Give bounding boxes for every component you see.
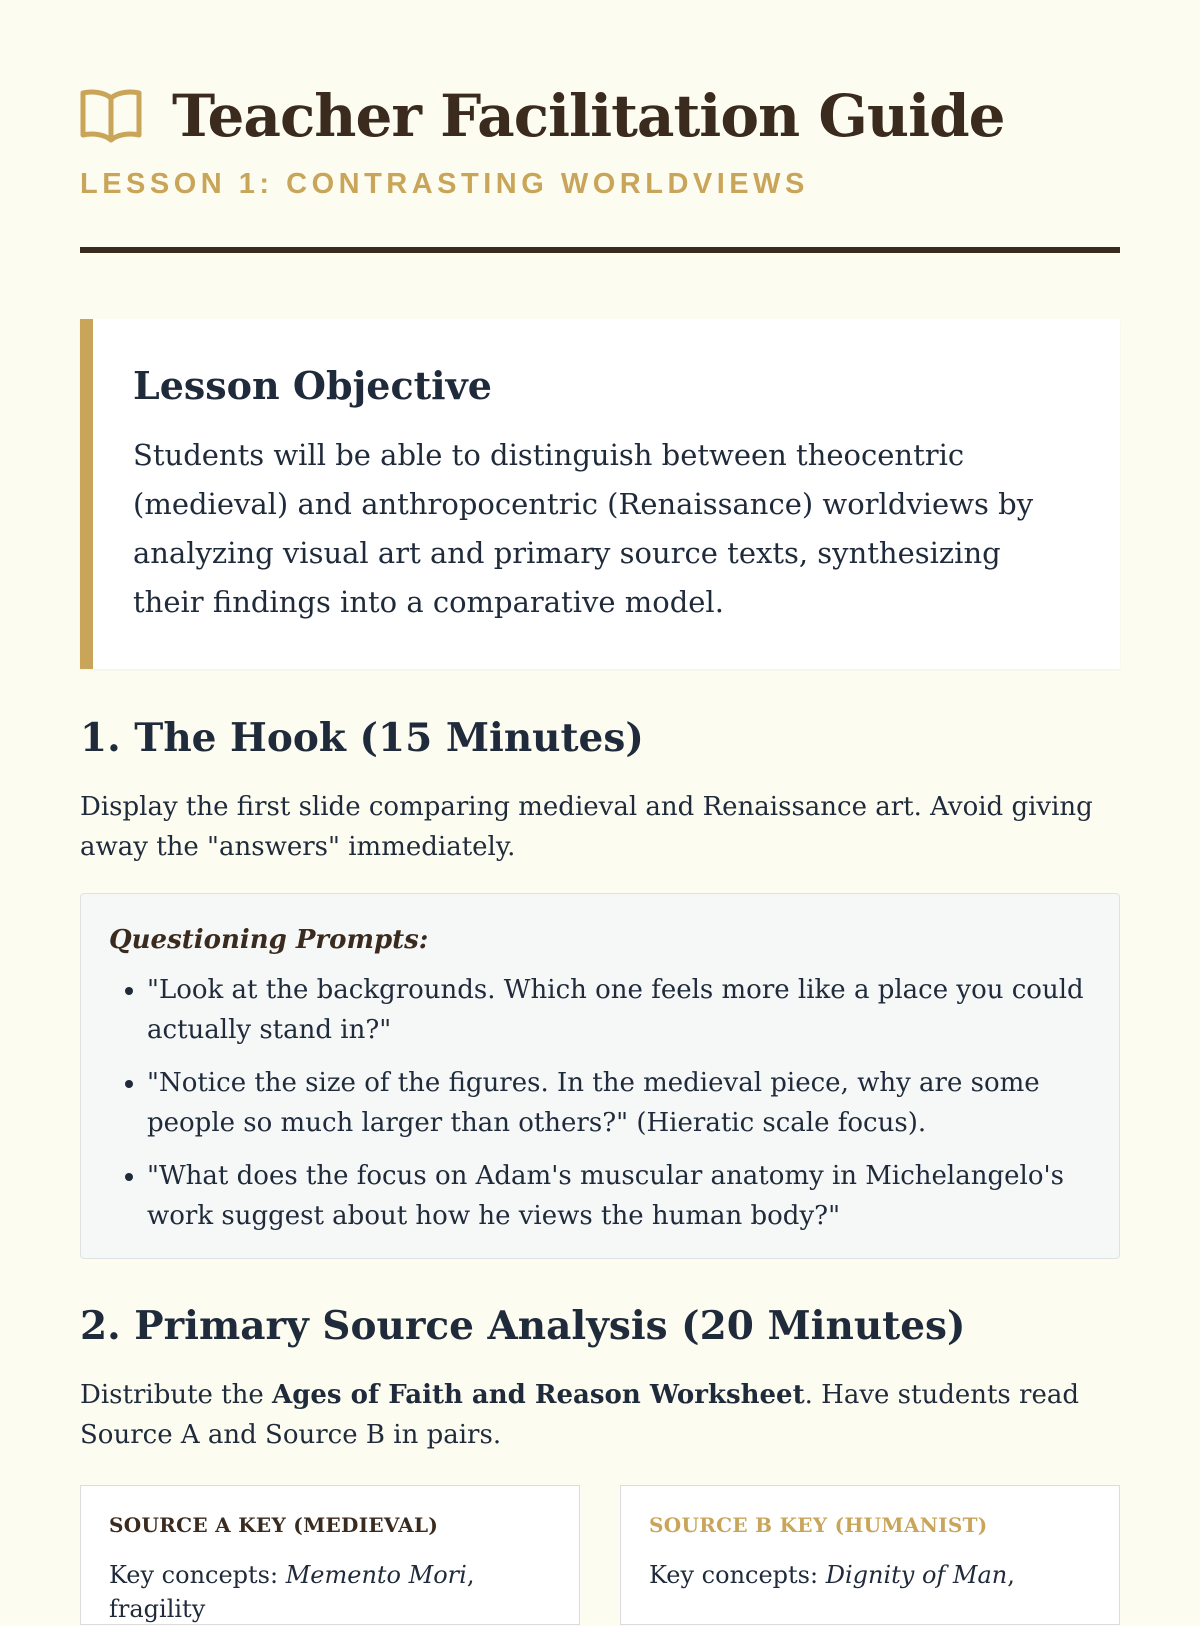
page-title: Teacher Facilitation Guide [172, 82, 1005, 150]
source-b-card [620, 1485, 1120, 1625]
objective-text: Students will be able to distinguish between theocentric (medieval) and anthropocentric (Renaissance) worldviews by analyzing visual art and primary source texts, synthesizing their findings into a comparative model. [133, 438, 1034, 619]
questioning-prompts-box [80, 893, 1120, 1259]
analysis-intro-start: Distribute the [80, 1380, 273, 1410]
source-a-term: Memento Mori [285, 1561, 467, 1589]
analysis-heading: 2. Primary Source Analysis (20 Minutes) [80, 1303, 966, 1349]
analysis-intro [80, 1375, 1120, 1455]
book-icon [80, 88, 142, 144]
list-item: • "Notice the size of the figures. In the medieval piece, why are some people so much larger than others?" (Hieratic scale focus). [147, 1063, 1091, 1143]
title-row [80, 84, 1120, 148]
list-item: • "What does the focus on Adam's muscular anatomy in Michelangelo's work suggest about how he views the human body?" [147, 1156, 1091, 1236]
worksheet-name: Ages of Faith and Reason Worksheet [272, 1380, 805, 1410]
source-key-grid [80, 1485, 1120, 1625]
lesson-subtitle: LESSON 1: CONTRASTING WORLDVIEWS [80, 168, 809, 200]
source-a-heading: SOURCE A KEY (MEDIEVAL) [109, 1513, 439, 1537]
objective-heading: Lesson Objective [133, 363, 492, 408]
source-a-text [109, 1558, 551, 1626]
analysis-intro-end: . Have students read Source A and Source B in pairs. [80, 1380, 1079, 1450]
lesson-objective-card [80, 319, 1120, 669]
prompts-title: Questioning Prompts: [109, 925, 429, 955]
source-a-label: Key concepts: [109, 1561, 286, 1589]
header-divider [80, 247, 1120, 253]
source-a-rest: , fragility [109, 1561, 475, 1623]
source-b-label: Key concepts: [649, 1561, 826, 1589]
prompts-list [109, 970, 1091, 1236]
hook-heading: 1. The Hook (15 Minutes) [80, 715, 644, 761]
document-header [80, 0, 1120, 253]
source-b-rest: , [1007, 1561, 1015, 1589]
list-item: • "Look at the backgrounds. Which one feels more like a place you could actually stand in?" [147, 970, 1091, 1050]
source-a-card [80, 1485, 580, 1625]
source-b-heading: SOURCE B KEY (HUMANIST) [649, 1513, 988, 1537]
hook-intro: Display the first slide comparing medieval and Renaissance art. Avoid giving away the "answers" immediately. [80, 792, 1093, 862]
source-b-term: Dignity of Man [825, 1561, 1008, 1589]
source-b-text [649, 1558, 1091, 1592]
